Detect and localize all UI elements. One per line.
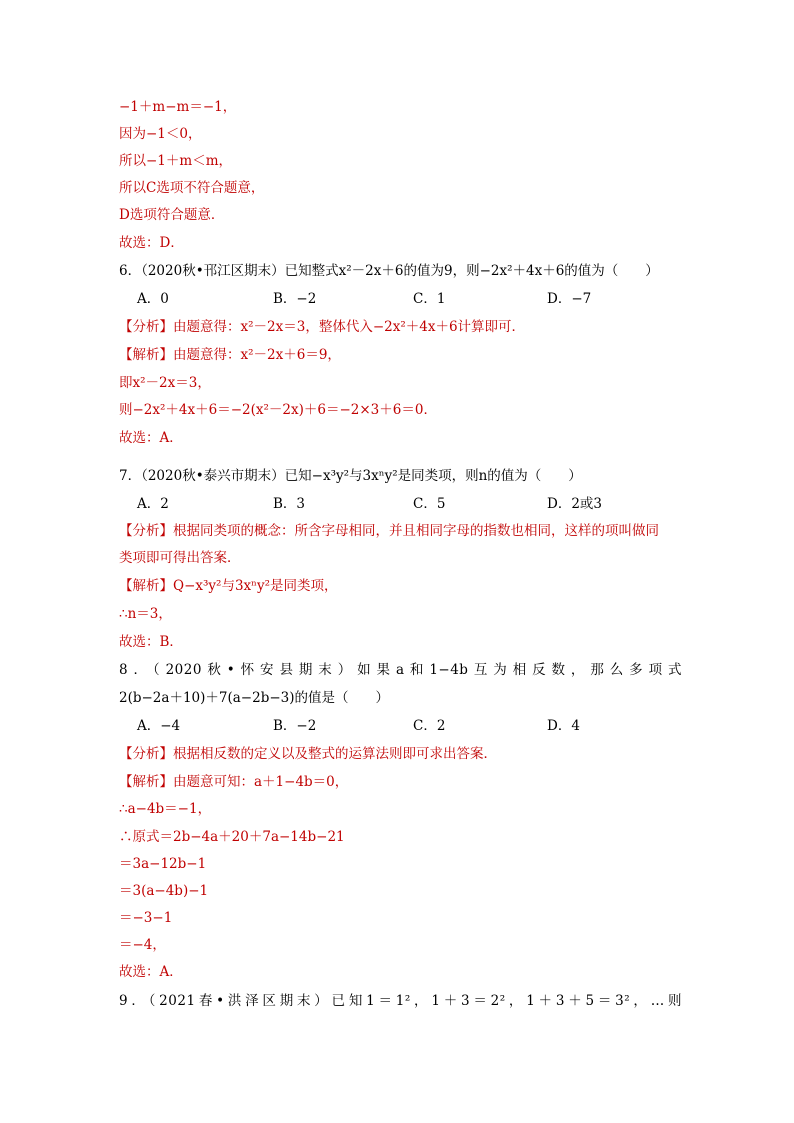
solution-line: 所以C选项不符合题意， [119,180,265,196]
solution-line: 【解析】由题意可知：a＋1−4b＝0， [119,774,349,790]
solution-line: 故选：B． [119,634,183,650]
question-stem: 7．（2020秋•泰兴市期末）已知−x³y²与3xⁿy²是同类项，则n的值为（ ） [119,468,582,484]
answer-option: B．−2 [273,291,317,307]
solution-line: 故选：A． [119,430,183,446]
answer-option: B．−2 [273,718,317,734]
answer-option: A．−4 [137,718,181,734]
answer-option: C．5 [413,496,446,512]
question-stem: 8．（2020秋•怀安县期末）如果a和1−4b互为相反数，那么多项式 [119,662,682,678]
question-stem: 9．（2021春•洪泽区期末）已知1＝1²，1＋3＝2²，1＋3＋5＝3²，…则 [119,993,682,1009]
solution-line: 【分析】根据相反数的定义以及整式的运算法则即可求出答案． [119,746,497,762]
answer-option: A．0 [137,291,169,307]
answer-options [137,290,682,308]
answer-option: D．−7 [547,291,592,307]
answer-options [137,495,682,513]
solution-line: −1＋m−m＝−1， [119,99,237,115]
solution-line: 类项即可得出答案． [119,550,241,566]
text-line: 2(b−2a＋10)＋7(a−2b−3)的值是（ ） [119,690,390,706]
answer-option: C．2 [413,718,446,734]
solution-line: 【分析】根据同类项的概念：所含字母相同，并且相同字母的指数也相同，这样的项叫做同 [119,523,659,539]
solution-line: 故选：A． [119,964,183,980]
solution-line: 故选：D． [119,235,184,251]
solution-line: ＝−4， [119,937,166,953]
solution-line: 【分析】由题意得：x²－2x＝3，整体代入−2x²＋4x＋6计算即可． [119,319,526,335]
solution-line: 所以−1＋m＜m， [119,153,233,169]
solution-line: ∴n＝3， [119,606,172,622]
answer-option: D．4 [547,718,580,734]
solution-line: 【解析】Q−x³y²与3xⁿy²是同类项， [119,578,338,594]
solution-line: 因为−1＜0， [119,126,202,142]
solution-line: 【解析】由题意得：x²－2x＋6＝9， [119,347,341,363]
answer-option: C．1 [413,291,446,307]
answer-option: B．3 [273,496,306,512]
solution-line: D选项符合题意． [119,207,225,223]
solution-line: ＝3(a−4b)−1 [119,883,209,899]
solution-line: 即x²－2x＝3， [119,375,211,391]
solution-line: ∴a−4b＝−1， [119,801,212,817]
question-stem: 6．（2020秋•邗江区期末）已知整式x²－2x＋6的值为9，则−2x²＋4x＋6的值为（ ） [119,263,659,279]
answer-option: A．2 [137,496,169,512]
answer-option: D．2或3 [547,496,603,512]
solution-line: 则−2x²＋4x＋6＝−2(x²－2x)＋6＝−2×3＋6＝0． [119,402,437,418]
solution-line: ＝3a−12b−1 [119,856,207,872]
answer-options [137,717,682,735]
solution-line: ＝−3−1 [119,910,173,926]
solution-line: ∴原式＝2b−4a＋20＋7a−14b−21 [119,829,345,845]
